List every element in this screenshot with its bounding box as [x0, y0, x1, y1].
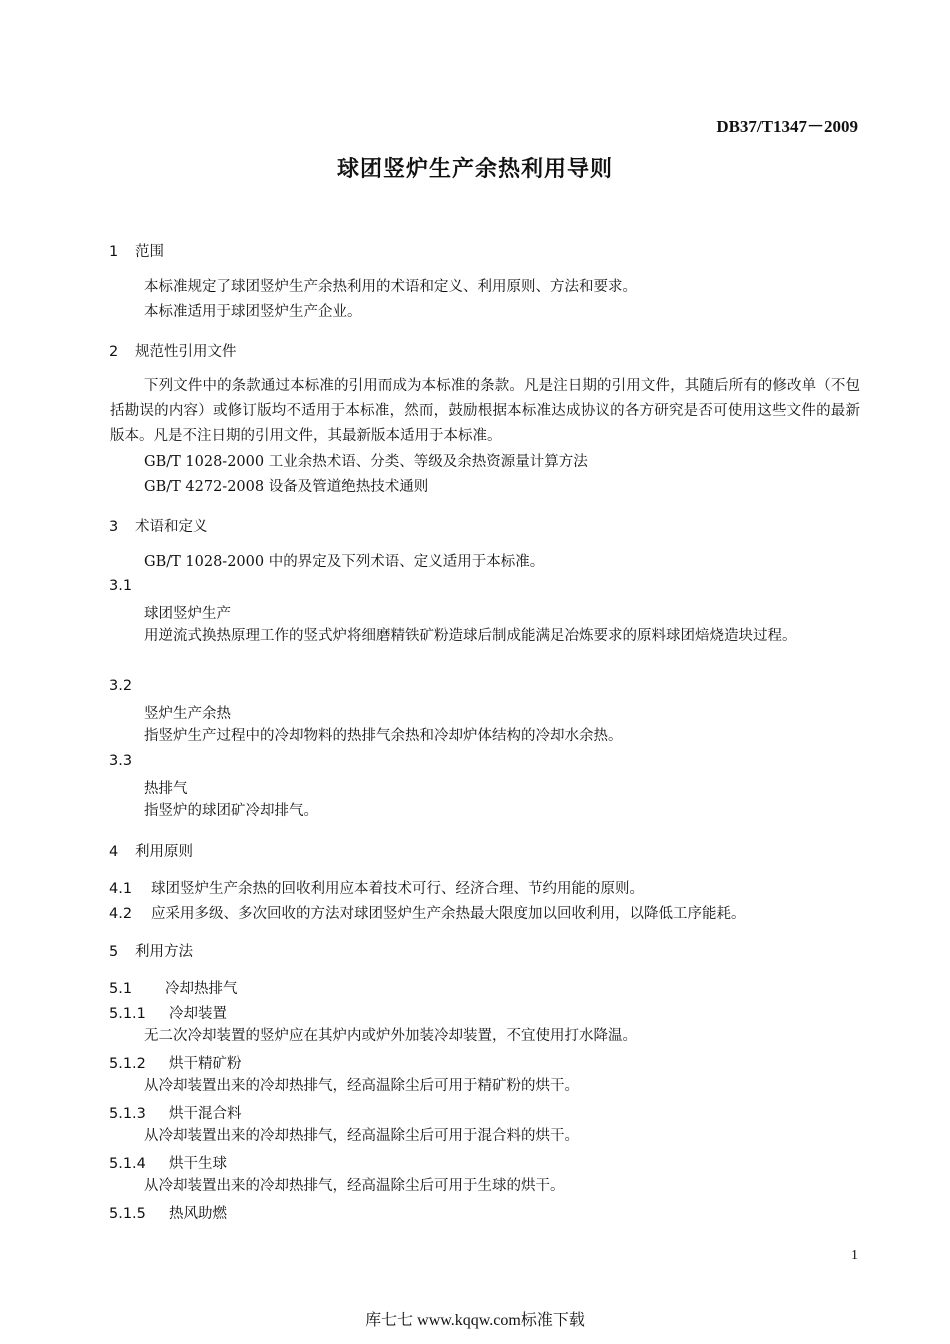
document-title: 球团竖炉生产余热利用导则	[336, 157, 613, 182]
section-title: 利用原则	[135, 844, 193, 860]
term-number: 3.3	[109, 753, 133, 769]
section-title: 利用方法	[135, 944, 193, 960]
section-2-heading	[109, 340, 237, 361]
subsection-5-1-2	[109, 1052, 242, 1073]
section-number: 5	[109, 944, 119, 960]
section-number: 1	[109, 244, 119, 260]
clause-text: 应采用多级、多次回收的方法对球团竖炉生产余热最大限度加以回收利用，以降低工序能耗。	[151, 906, 746, 922]
subsection-5-1-3	[109, 1102, 242, 1123]
subsection-title: 烘干混合料	[169, 1106, 242, 1122]
page-number: 1	[851, 1248, 858, 1263]
subsection-number: 5.1.3	[109, 1106, 146, 1122]
clause-number: 4.1	[109, 881, 133, 897]
subsection-5-1-4	[109, 1152, 227, 1173]
paragraph: 从冷却装置出来的冷却热排气，经高温除尘后可用于混合料的烘干。	[144, 1128, 579, 1144]
subsection-number: 5.1.2	[109, 1056, 146, 1072]
section-number: 3	[109, 519, 119, 535]
clause-4-1	[109, 877, 644, 898]
paragraph-normative-references: 下列文件中的条款通过本标准的引用而成为本标准的条款。凡是注日期的引用文件，其随后所有的修改单（不包括勘误的内容）或修订版均不适用于本标准，然而，鼓励根据本标准达成协议的各方研究是否可使用这些文件的最新版本。凡是不注日期的引用文件，其最新版本适用于本标准。	[110, 378, 860, 444]
clause-number: 4.2	[109, 906, 133, 922]
footer-watermark: 库七七 www.kqqw.com标准下载	[365, 1312, 585, 1329]
term-definition: 指竖炉的球团矿冷却排气。	[144, 803, 318, 819]
standard-number: DB37/T1347－2009	[716, 117, 858, 136]
clause-text: 球团竖炉生产余热的回收利用应本着技术可行、经济合理、节约用能的原则。	[151, 881, 644, 897]
section-3-heading	[109, 515, 208, 536]
subsection-title: 热风助燃	[169, 1206, 227, 1222]
subsection-5-1-1	[109, 1002, 227, 1023]
paragraph: 从冷却装置出来的冷却热排气，经高温除尘后可用于精矿粉的烘干。	[144, 1078, 579, 1094]
reference-item: GB/T 1028-2000 工业余热术语、分类、等级及余热资源量计算方法	[144, 454, 588, 470]
term-name: 球团竖炉生产	[144, 606, 231, 622]
paragraph: 无二次冷却装置的竖炉应在其炉内或炉外加装冷却装置，不宜使用打水降温。	[144, 1028, 637, 1044]
reference-item: GB/T 4272-2008 设备及管道绝热技术通则	[144, 479, 429, 495]
term-definition: 指竖炉生产过程中的冷却物料的热排气余热和冷却炉体结构的冷却水余热。	[144, 728, 623, 744]
term-name: 竖炉生产余热	[144, 706, 231, 722]
clause-4-2	[109, 902, 746, 923]
section-number: 4	[109, 844, 119, 860]
section-title: 范围	[135, 244, 164, 260]
paragraph: 从冷却装置出来的冷却热排气，经高温除尘后可用于生球的烘干。	[144, 1178, 565, 1194]
term-definition: 用逆流式换热原理工作的竖式炉将细磨精铁矿粉造球后制成能满足冶炼要求的原料球团焙烧造块过程。	[144, 628, 797, 644]
term-name: 热排气	[144, 781, 188, 797]
section-5-heading	[109, 940, 193, 961]
subsection-5-1	[109, 977, 238, 998]
paragraph: 本标准适用于球团竖炉生产企业。	[144, 304, 362, 320]
subsection-number: 5.1.5	[109, 1206, 146, 1222]
subsection-title: 烘干精矿粉	[169, 1056, 242, 1072]
paragraph: GB/T 1028-2000 中的界定及下列术语、定义适用于本标准。	[144, 554, 545, 570]
subsection-number: 5.1.4	[109, 1156, 146, 1172]
section-title: 规范性引用文件	[135, 344, 237, 360]
subsection-number: 5.1.1	[109, 1006, 146, 1022]
section-1-heading	[109, 240, 164, 261]
term-number: 3.1	[109, 578, 133, 594]
section-title: 术语和定义	[135, 519, 208, 535]
subsection-title: 冷却热排气	[165, 981, 238, 997]
term-number: 3.2	[109, 678, 133, 694]
paragraph: 本标准规定了球团竖炉生产余热利用的术语和定义、利用原则、方法和要求。	[144, 279, 637, 295]
section-number: 2	[109, 344, 119, 360]
subsection-title: 冷却装置	[169, 1006, 227, 1022]
section-4-heading	[109, 840, 193, 861]
subsection-title: 烘干生球	[169, 1156, 227, 1172]
subsection-number: 5.1	[109, 981, 133, 997]
subsection-5-1-5	[109, 1202, 227, 1223]
